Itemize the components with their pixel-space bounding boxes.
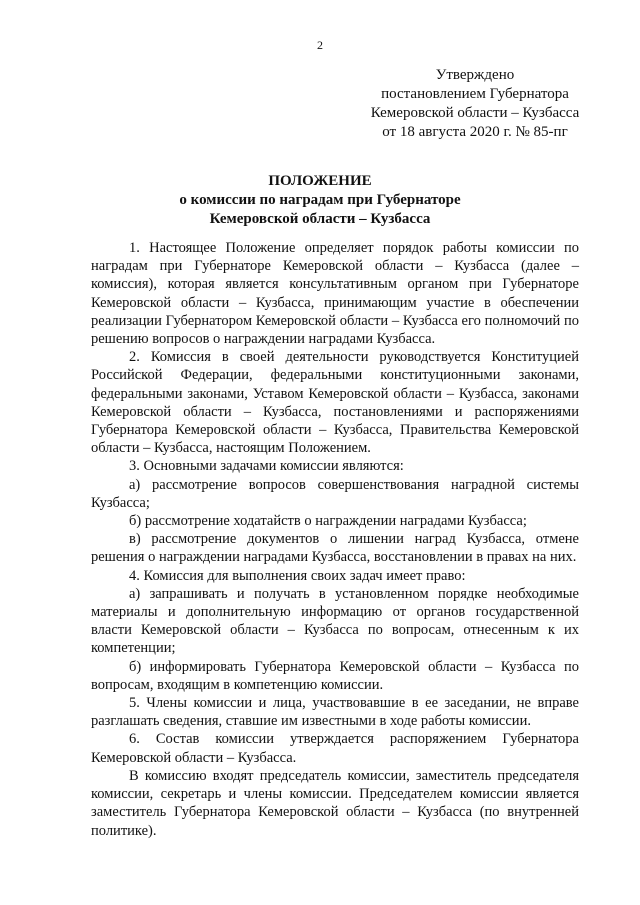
paragraph: 4. Комиссия для выполнения своих задач имеет право: <box>129 567 466 584</box>
paragraph: 6. Состав комиссии утверждается распоряжением Губернатора Кемеровской области – Кузбасса. <box>91 731 579 766</box>
approval-line: постановлением Губернатора <box>381 86 569 102</box>
approval-line: от 18 августа 2020 г. № 85-пг <box>382 124 568 140</box>
title-line: о комиссии по наградам при Губернаторе <box>179 192 461 208</box>
approval-line: Кемеровской области – Кузбасса <box>370 105 580 121</box>
paragraph: а) рассмотрение вопросов совершенствования наградной системы Кузбасса; <box>91 476 579 511</box>
paragraph: а) запрашивать и получать в установленном порядке необходимые материалы и дополнительную информацию от органов государственной власти Кемеровской области – Кузбасса по вопросам, отнесенным к их компетенции; <box>91 585 579 657</box>
paragraph: б) информировать Губернатора Кемеровской области – Кузбасса по вопросам, входящим в компетенцию комиссии. <box>91 658 579 693</box>
paragraph: В комиссию входят председатель комиссии, заместитель председателя комиссии, секретарь и члены комиссии. Председателем комиссии является заместитель Губернатора Кемеровской области – Кузбасса (по внутренней политике). <box>91 767 579 839</box>
paragraph: в) рассмотрение документов о лишении наград Кузбасса, отмене решения о награждении наградами Кузбасса, восстановлении в правах на них. <box>91 531 579 566</box>
title-line: ПОЛОЖЕНИЕ <box>268 173 372 189</box>
title-line: Кемеровской области – Кузбасса <box>209 211 431 227</box>
paragraph: б) рассмотрение ходатайств о награждении наградами Кузбасса; <box>129 513 527 530</box>
paragraph: 3. Основными задачами комиссии являются: <box>129 458 404 475</box>
paragraph: 1. Настоящее Положение определяет порядок работы комиссии по наградам при Губернаторе Кемеровской области – Кузбасса (далее – комиссия), которая является консультативным органом при Губернаторе Кемеровской области – Кузбасса, принимающим участие в обеспечении реализации Губернатором Кемеровской области – Кузбасса его полномочий по решению вопросов о награждении наградами Кузбасса. <box>91 240 579 348</box>
paragraph: 2. Комиссия в своей деятельности руководствуется Конституцией Российской Федерации, федеральными конституционными законами, федеральными законами, Уставом Кемеровской области – Кузбасса, законами Кемеровской области – Кузбасса, постановлениями и распоряжениями Губернатора Кемеровской области – Кузбасса, Правительства Кемеровской области – Кузбасса, настоящим Положением. <box>91 349 579 457</box>
approval-line: Утверждено <box>435 67 515 83</box>
document-title <box>0 172 640 229</box>
page-number: 2 <box>317 38 323 52</box>
paragraph: 5. Члены комиссии и лица, участвовавшие в ее заседании, не вправе разглашать сведения, ставшие им известными в ходе работы комиссии. <box>91 695 579 730</box>
document-body <box>91 239 579 840</box>
approval-stamp <box>360 66 590 142</box>
